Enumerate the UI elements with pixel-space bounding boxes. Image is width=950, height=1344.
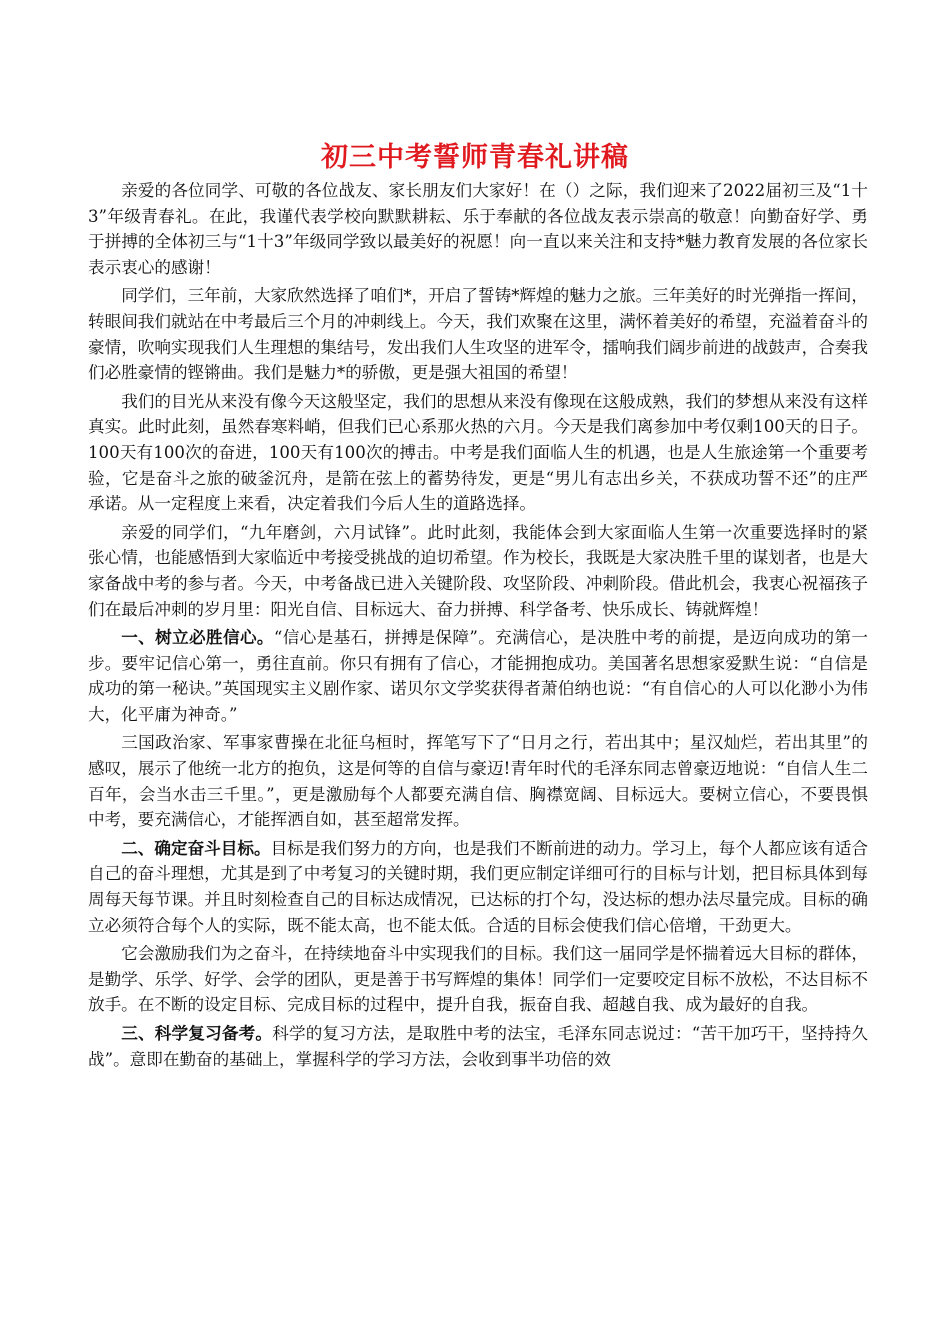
paragraph-text: 三国政治家、军事家曹操在北征乌桓时，挥笔写下了“日月之行，若出其中；星汉灿烂，若出其里”的感叹，展示了他统一北方的抱负，这是何等的自信与豪迈!青年时代的毛泽东同志曾豪迈地说：“自信人生二百年，会当水击三千里。”，更是激励每个人都要充满自信、胸襟宽阔、目标远大。要树立信心，不要畏惧中考，要充满信心，才能挥洒自如，甚至超常发挥。 bbox=[88, 733, 868, 830]
paragraph bbox=[88, 283, 868, 385]
paragraph bbox=[88, 520, 868, 622]
document-title: 初三中考誓师青春礼讲稿 bbox=[321, 142, 629, 173]
paragraph bbox=[88, 1021, 868, 1072]
paragraph bbox=[88, 730, 868, 832]
document-body bbox=[88, 178, 868, 1075]
paragraph-text: “信心是基石，拼搏是保障”。充满信心，是决胜中考的前提，是迈向成功的第一步。要牢记信心第一，勇往直前。你只有拥有了信心，才能拥抱成功。美国著名思想家爱默生说：“自信是成功的第一秘诀。”英国现实主义剧作家、诺贝尔文学奖获得者萧伯纳也说：“有自信心的人可以化渺小为伟大，化平庸为神奇。” bbox=[88, 628, 869, 724]
paragraph-text: 亲爱的同学们，“九年磨剑，六月试锋”。此时此刻，我能体会到大家面临人生第一次重要选择时的紧张心情，也能感悟到大家临近中考接受挑战的迫切希望。作为校长，我既是大家决胜千里的谋划者，也是大家备战中考的参与者。今天，中考备战已进入关键阶段、攻坚阶段、冲刺阶段。借此机会，我衷心祝福孩子们在最后冲刺的岁月里：阳光自信、目标远大、奋力拼搏、科学备考、快乐成长、铸就辉煌！ bbox=[88, 522, 868, 619]
paragraph-text: 我们的目光从来没有像今天这般坚定，我们的思想从来没有像现在这般成熟，我们的梦想从来没有这样真实。此时此刻，虽然春寒料峭，但我们已心系那火热的六月。今天是我们离参加中考仅剩100天的日子。100天有100次的奋进，100天有100次的搏击。中考是我们面临人生的机遇，也是人生旅途第一个重要考验，它是奋斗之旅的破釜沉舟，是箭在弦上的蓄势待发，更是“男儿有志出乡关，不获成功誓不还”的庄严承诺。从一定程度上来看，决定着我们今后人生的道路选择。 bbox=[88, 391, 868, 514]
section-heading: 一、树立必胜信心。 bbox=[121, 627, 274, 648]
paragraph bbox=[88, 389, 868, 517]
paragraph-text: 同学们，三年前，大家欣然选择了咱们*，开启了誓铸*辉煌的魅力之旅。三年美好的时光弹指一挥间，转眼间我们就站在中考最后三个月的冲刺线上。今天，我们欢聚在这里，满怀着美好的希望，充溢着奋斗的豪情，吹响实现我们人生理想的集结号，发出我们人生攻坚的进军令，擂响我们阔步前进的战鼓声，合奏我们必胜豪情的铿锵曲。我们是魅力*的骄傲，更是强大祖国的希望！ bbox=[88, 286, 868, 383]
paragraph-text: 科学的复习方法，是取胜中考的法宝，毛泽东同志说过：“苦干加巧干，坚持持久战”。意即在勤奋的基础上，掌握科学的学习方法，会收到事半功倍的效 bbox=[88, 1024, 869, 1069]
paragraph-text: 它会激励我们为之奋斗，在持续地奋斗中实现我们的目标。我们这一届同学是怀揣着远大目标的群体，是勤学、乐学、好学、会学的团队，更是善于书写辉煌的集体！同学们一定要咬定目标不放松，不达目标不放手。在不断的设定目标、完成目标的过程中，提升自我，振奋自我、超越自我、成为最好的自我。 bbox=[88, 944, 868, 1015]
section-heading: 三、科学复习备考。 bbox=[121, 1023, 273, 1043]
paragraph bbox=[88, 836, 868, 938]
paragraph bbox=[88, 941, 868, 1018]
paragraph-text: 目标是我们努力的方向，也是我们不断前进的动力。学习上，每个人都应该有适合自己的奋斗理想，尤其是到了中考复习的关键时期，我们更应制定详细可行的目标与计划，把目标具体到每周每天每节课。并且时刻检查自己的目标达成情况，已达标的打个勾，没达标的想办法尽量完成。目标的确立必须符合每个人的实际，既不能太高，也不能太低。合适的目标会使我们信心倍增，干劲更大。 bbox=[88, 838, 869, 935]
paragraph-text: 亲爱的各位同学、可敬的各位战友、家长朋友们大家好！在（）之际，我们迎来了2022届初三及“1十3”年级青春礼。在此，我谨代表学校向默默耕耘、乐于奉献的各位战友表示崇高的敬意！向勤奋好学、勇于拼搏的全体初三与“1十3”年级同学致以最美好的祝愿！向一直以来关注和支持*魅力教育发展的各位家长表示衷心的感谢！ bbox=[88, 181, 868, 277]
paragraph bbox=[88, 625, 868, 727]
section-heading: 二、确定奋斗目标。 bbox=[121, 837, 271, 858]
paragraph bbox=[88, 178, 868, 280]
